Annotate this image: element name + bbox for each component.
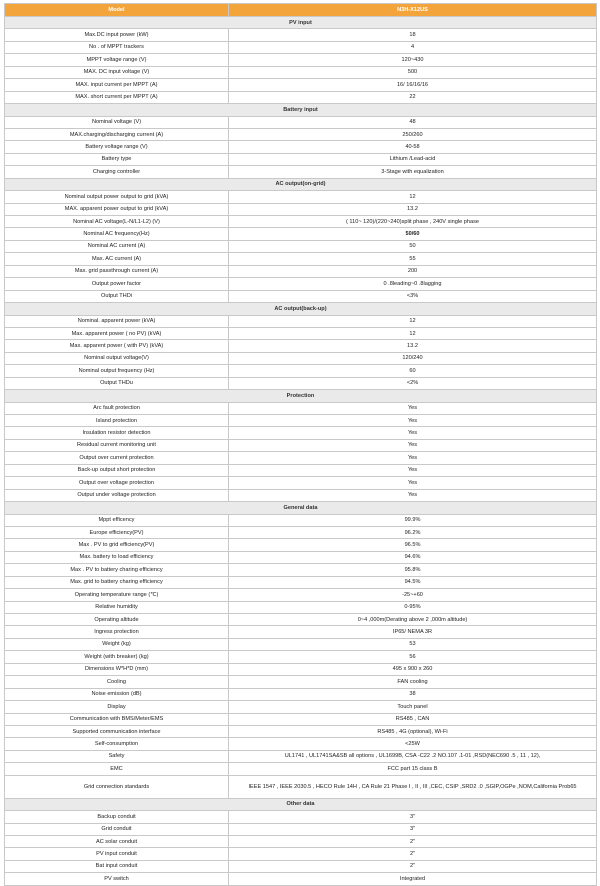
spec-value: 50/60	[229, 228, 597, 240]
section-title: AC output(back-up)	[5, 303, 597, 315]
spec-table	[4, 3, 597, 886]
spec-label: Output power factor	[5, 278, 229, 290]
spec-label: Max. apparent power ( with PV) (kVA)	[5, 340, 229, 352]
spec-label: Back-up output short protection	[5, 464, 229, 476]
spec-label: Grid connection standards	[5, 775, 229, 798]
spec-label: Nominal output frequency (Hz)	[5, 365, 229, 377]
spec-label: Output over current protection	[5, 452, 229, 464]
spec-value: 13.2	[229, 203, 597, 215]
spec-value: 18	[229, 29, 597, 41]
spec-value: 22	[229, 91, 597, 103]
spec-label: Operating altitude	[5, 614, 229, 626]
spec-value: Lithium /Lead-acid	[229, 153, 597, 165]
section-title: AC output(on-grid)	[5, 178, 597, 190]
table-row	[5, 327, 597, 339]
table-row	[5, 377, 597, 389]
spec-value: 120~430	[229, 54, 597, 66]
table-row	[5, 141, 597, 153]
spec-label: Island protection	[5, 415, 229, 427]
spec-value: 495 x 900 x 260	[229, 663, 597, 675]
spec-value: Yes	[229, 489, 597, 501]
table-row	[5, 29, 597, 41]
table-row	[5, 66, 597, 78]
spec-label: Max.DC input power (kW)	[5, 29, 229, 41]
spec-label: Nominal AC current (A)	[5, 240, 229, 252]
spec-value: 96.5%	[229, 539, 597, 551]
spec-value: Yes	[229, 402, 597, 414]
spec-value: 3-Stage with equalization	[229, 166, 597, 178]
section-header	[5, 303, 597, 315]
table-row	[5, 265, 597, 277]
spec-label: Arc fault protection	[5, 402, 229, 414]
table-row	[5, 340, 597, 352]
spec-label: Europe efficiency(PV)	[5, 526, 229, 538]
table-row	[5, 477, 597, 489]
spec-value: 13.2	[229, 340, 597, 352]
table-row	[5, 514, 597, 526]
spec-value: 96.2%	[229, 526, 597, 538]
spec-value: 16/ 16/16/16	[229, 79, 597, 91]
spec-label: Battery voltage range (V)	[5, 141, 229, 153]
spec-label: MAX. apparent power output to grid (kVA)	[5, 203, 229, 215]
table-row	[5, 203, 597, 215]
spec-value: Yes	[229, 452, 597, 464]
spec-label: Max . PV to grid efficiency(PV)	[5, 539, 229, 551]
spec-label: No . of MPPT trackers	[5, 41, 229, 53]
spec-label: Max. grid passthrough current (A)	[5, 265, 229, 277]
spec-value: 0~4 ,000m(Derating above 2 ,000m altitude)	[229, 614, 597, 626]
model-label: Model	[5, 4, 229, 17]
table-row	[5, 526, 597, 538]
spec-label: Nominal voltage (V)	[5, 116, 229, 128]
section-title: Protection	[5, 390, 597, 402]
table-row	[5, 614, 597, 626]
spec-label: Output under voltage protection	[5, 489, 229, 501]
spec-value: <25W	[229, 738, 597, 750]
table-row	[5, 166, 597, 178]
spec-value: <2%	[229, 377, 597, 389]
spec-value: 95.8%	[229, 564, 597, 576]
spec-label: Backup conduit	[5, 811, 229, 823]
spec-label: Safety	[5, 750, 229, 762]
table-row	[5, 576, 597, 588]
spec-label: Residual current monitoring unit	[5, 439, 229, 451]
spec-value: Yes	[229, 477, 597, 489]
table-row	[5, 228, 597, 240]
table-row	[5, 763, 597, 775]
spec-label: Cooling	[5, 676, 229, 688]
spec-label: Weight (kg)	[5, 638, 229, 650]
spec-label: Max . PV to battery charing efficiency	[5, 564, 229, 576]
table-row	[5, 402, 597, 414]
spec-value: 2"	[229, 848, 597, 860]
spec-label: Self-consumption	[5, 738, 229, 750]
spec-value: 48	[229, 116, 597, 128]
spec-label: Output THDu	[5, 377, 229, 389]
table-row	[5, 290, 597, 302]
table-row	[5, 54, 597, 66]
spec-value: 53	[229, 638, 597, 650]
section-header	[5, 390, 597, 402]
table-row	[5, 638, 597, 650]
spec-label: PV switch	[5, 873, 229, 885]
spec-label: Noise emission (dB)	[5, 688, 229, 700]
table-header	[5, 4, 597, 17]
spec-value: Yes	[229, 427, 597, 439]
spec-value: Integrated	[229, 873, 597, 885]
table-row	[5, 601, 597, 613]
spec-label: MAX. input current per MPPT (A)	[5, 79, 229, 91]
spec-label: Insulation resistor detection	[5, 427, 229, 439]
spec-value: <3%	[229, 290, 597, 302]
spec-label: Output over voltage protection	[5, 477, 229, 489]
table-row	[5, 41, 597, 53]
spec-label: Supported communication interface	[5, 725, 229, 737]
table-row	[5, 836, 597, 848]
spec-value: Yes	[229, 415, 597, 427]
spec-value: 12	[229, 327, 597, 339]
table-row	[5, 651, 597, 663]
table-row	[5, 253, 597, 265]
spec-value: -25~+60	[229, 589, 597, 601]
spec-label: Bat input conduit	[5, 860, 229, 872]
spec-label: Display	[5, 701, 229, 713]
spec-label: Nominal. apparent power (kVA)	[5, 315, 229, 327]
spec-label: Operating temperature range (℃)	[5, 589, 229, 601]
table-row	[5, 191, 597, 203]
table-row	[5, 489, 597, 501]
section-header	[5, 178, 597, 190]
spec-value: 500	[229, 66, 597, 78]
spec-label: Dimensions W*H*D (mm)	[5, 663, 229, 675]
spec-label: Max. AC current (A)	[5, 253, 229, 265]
spec-value: 200	[229, 265, 597, 277]
table-row	[5, 452, 597, 464]
section-title: Battery input	[5, 104, 597, 116]
spec-value: 0-95%	[229, 601, 597, 613]
section-header	[5, 104, 597, 116]
model-value: N3H-X12US	[229, 4, 597, 17]
table-row	[5, 365, 597, 377]
table-row	[5, 725, 597, 737]
table-row	[5, 873, 597, 885]
spec-value: 12	[229, 191, 597, 203]
spec-label: Nominal output voltage(V)	[5, 352, 229, 364]
table-row	[5, 811, 597, 823]
table-row	[5, 688, 597, 700]
spec-label: Weight (with breaker) (kg)	[5, 651, 229, 663]
spec-label: Max. apparent power ( no PV) (kVA)	[5, 327, 229, 339]
spec-value: 2"	[229, 836, 597, 848]
table-row	[5, 278, 597, 290]
table-row	[5, 551, 597, 563]
spec-value: RS485 , CAN	[229, 713, 597, 725]
table-row	[5, 240, 597, 252]
spec-label: Nominal AC frequency(Hz)	[5, 228, 229, 240]
spec-value: 56	[229, 651, 597, 663]
spec-label: PV input conduit	[5, 848, 229, 860]
spec-label: MPPT voltage range (V)	[5, 54, 229, 66]
spec-value: Yes	[229, 439, 597, 451]
spec-label: EMC	[5, 763, 229, 775]
table-row	[5, 116, 597, 128]
spec-value: 12	[229, 315, 597, 327]
section-header	[5, 502, 597, 514]
table-row	[5, 750, 597, 762]
table-row	[5, 676, 597, 688]
table-row	[5, 216, 597, 228]
spec-label: Nominal output power output to grid (kVA)	[5, 191, 229, 203]
table-row	[5, 701, 597, 713]
table-row	[5, 427, 597, 439]
spec-label: Communication with BMS/Meter/EMS	[5, 713, 229, 725]
spec-value: 3"	[229, 811, 597, 823]
spec-value: 38	[229, 688, 597, 700]
spec-value: ( 110~ 120)/(220~240)split phase , 240V single phase	[229, 216, 597, 228]
table-row	[5, 153, 597, 165]
table-row	[5, 415, 597, 427]
spec-value: 60	[229, 365, 597, 377]
table-row	[5, 713, 597, 725]
table-row	[5, 663, 597, 675]
table-row	[5, 860, 597, 872]
spec-label: AC solar conduit	[5, 836, 229, 848]
table-row	[5, 128, 597, 140]
table-row	[5, 464, 597, 476]
spec-value: 0 .8leading~0 .8lagging	[229, 278, 597, 290]
spec-value: 40-58	[229, 141, 597, 153]
spec-value: UL1741 , UL1741SA&SB all options , UL1699B, CSA -C22 .2 NO.107 .1-01 ,RSD(NEC690 .5 , 11 , 12),	[229, 750, 597, 762]
table-row	[5, 589, 597, 601]
table-row	[5, 352, 597, 364]
table-row	[5, 539, 597, 551]
spec-value: FAN cooling	[229, 676, 597, 688]
section-header	[5, 798, 597, 810]
spec-value: 120/240	[229, 352, 597, 364]
table-row	[5, 91, 597, 103]
table-row	[5, 775, 597, 798]
table-row	[5, 848, 597, 860]
table-row	[5, 626, 597, 638]
spec-label: Grid conduit	[5, 823, 229, 835]
spec-label: Output THDi	[5, 290, 229, 302]
section-title: PV input	[5, 17, 597, 29]
spec-value: 4	[229, 41, 597, 53]
section-title: General data	[5, 502, 597, 514]
section-header	[5, 17, 597, 29]
spec-value: Yes	[229, 464, 597, 476]
spec-value: IEEE 1547 , IEEE 2030.5 , HECO Rule 14H , CA Rule 21 Phase I , II , III ,CEC, CSIP ,SRD2 .0 ,SGIP,OGPe ,NOM,California Prob65	[229, 775, 597, 798]
spec-value: 99.9%	[229, 514, 597, 526]
spec-value: Touch panel	[229, 701, 597, 713]
table-row	[5, 823, 597, 835]
spec-label: Max. battery to load efficiency	[5, 551, 229, 563]
table-row	[5, 738, 597, 750]
spec-value: 94.5%	[229, 576, 597, 588]
table-row	[5, 439, 597, 451]
spec-label: MAX. DC input voltage (V)	[5, 66, 229, 78]
spec-value: FCC part 15 class B	[229, 763, 597, 775]
spec-value: 2"	[229, 860, 597, 872]
spec-label: MAX.charging/discharging current (A)	[5, 128, 229, 140]
table-row	[5, 315, 597, 327]
spec-label: Ingress protection	[5, 626, 229, 638]
spec-value: IP65/ NEMA 3R	[229, 626, 597, 638]
spec-label: MAX. short current per MPPT (A)	[5, 91, 229, 103]
spec-value: RS485 , 4G (optional), Wi-Fi	[229, 725, 597, 737]
spec-label: Relative humidity	[5, 601, 229, 613]
spec-value: 55	[229, 253, 597, 265]
table-row	[5, 79, 597, 91]
section-title: Other data	[5, 798, 597, 810]
spec-value: 3"	[229, 823, 597, 835]
spec-label: Mppt efficency	[5, 514, 229, 526]
spec-value: 250/260	[229, 128, 597, 140]
table-row	[5, 564, 597, 576]
spec-value: 94.6%	[229, 551, 597, 563]
spec-body	[5, 17, 597, 886]
spec-label: Max. grid to battery charing efficiency	[5, 576, 229, 588]
spec-label: Nominal AC voltage(L-N/L1-L2) (V)	[5, 216, 229, 228]
spec-value: 50	[229, 240, 597, 252]
spec-label: Battery type	[5, 153, 229, 165]
spec-label: Charging controller	[5, 166, 229, 178]
